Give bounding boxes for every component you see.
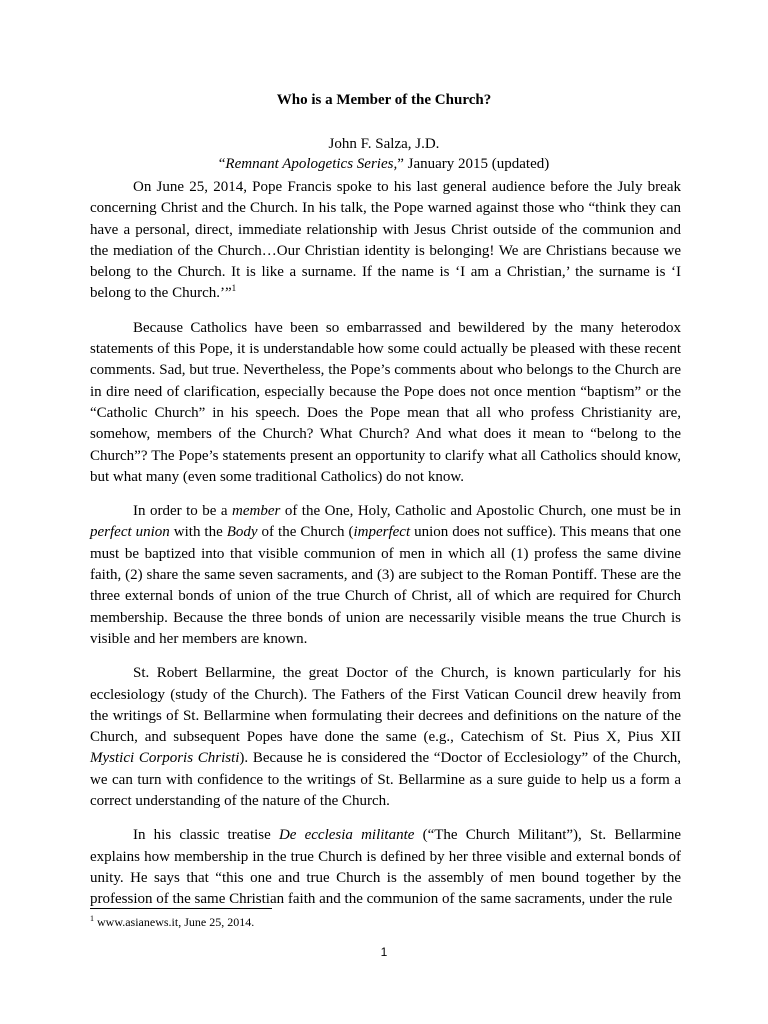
paragraph-4-text: ). Because he is considered the “Doctor of Ecclesiology” of the Church, we can turn with confidence to the writings of St. Bellarmine as a sure guide to help us a form a correct understanding of the nature of the Church. [90, 750, 681, 810]
emphasis-perfect-union: perfect union [90, 524, 170, 541]
paragraph-3-text: In order to be a [133, 503, 233, 520]
footnote-ref[interactable]: 1 [231, 283, 237, 294]
series-open-quote: “ [218, 156, 226, 172]
emphasis-imperfect: imperfect [353, 524, 411, 541]
footnote-divider [90, 908, 272, 909]
series-date: ” January 2015 (updated) [397, 156, 550, 172]
paragraph-3-text: union does not suffice). This means that one must be baptized into that visible communion of men in which all (1) profess the same divine faith, (2) share the same seven sacraments, and (3) are subject to the Roman Pontiff. These are the three external bonds of union of the true Church of Christ, all of which are required for Church membership. Because the three bonds of union are necessarily visible means the true Church is visible and her members are known. [90, 524, 681, 647]
paragraph-4-text: St. Robert Bellarmine, the great Doctor of the Church, is known particularly for his ecclesiology (study of the Church). The Fathers of the First Vatican Council drew heavily from the writings of St. Bellarmine when formulating their decrees and definitions on the nature of the Church, and subsequent Popes have done the same (e.g., Catechism of St. Pius X, Pius XII [90, 665, 681, 746]
paragraph-5-text: (“The Church Militant”), St. Bellarmine explains how membership in the true Church is defined by her three visible and external bonds of unity. He says that “this one and true Church is the assembly of men bound together by the profession of the same Christian faith and the communion of the same sacraments, under the rule [90, 827, 681, 908]
paragraph-3-text: of the One, Holy, Catholic and Apostolic Church, one must be in [280, 503, 681, 520]
emphasis-member: member [232, 503, 281, 520]
paragraph-3 [90, 501, 681, 650]
paragraph-2-text: Because Catholics have been so embarrassed and bewildered by the many heterodox statements of this Pope, it is understandable how some could actually be pleased with these recent comments. Sad, but true. Nevertheless, the Pope’s comments about who belongs to the Church are in dire need of clarification, especially because the Pope does not once mention “baptism” or the “Catholic Church” in his speech. Does the Pope mean that all who profess Christianity are, somehow, members of the Church? What Church? And what does it mean to “belong to the Church”? The Pope’s statements present an opportunity to clarify what all Catholics should know, but what many (even some traditional Catholics) do not know. [90, 319, 681, 485]
paragraph-5 [90, 825, 681, 910]
footnote-number: 1 [90, 914, 94, 923]
series-name: Remnant Apologetics Series, [225, 156, 398, 172]
paragraph-3-text: of the Church ( [257, 524, 354, 541]
paragraph-1 [90, 177, 681, 305]
paragraph-1-text: On June 25, 2014, Pope Francis spoke to his last general audience before the July break concerning Christ and the Church. In his talk, the Pope warned against those who “think they can have a personal, direct, immediate relationship with Jesus Christ outside of the communion and the mediation of the Church…Our Christian identity is belonging! We are Christians because we belong to the Church. It is like a surname. If the name is ‘I am a Christian,’ the surname is ‘I belong to the Church.’” [90, 179, 681, 302]
emphasis-mystici-corporis: Mystici Corporis Christi [90, 750, 240, 767]
footnote [90, 915, 681, 930]
series-line [0, 156, 768, 173]
emphasis-de-ecclesia: De ecclesia militante [278, 827, 415, 844]
paragraph-5-text: In his classic treatise [133, 827, 279, 844]
body-text [90, 177, 681, 911]
paragraph-2 [90, 318, 681, 488]
paragraph-3-text: with the [169, 524, 227, 541]
page-number: 1 [380, 945, 388, 959]
author-line: John F. Salza, J.D. [328, 136, 440, 152]
footnote-text: www.asianews.it, June 25, 2014. [94, 915, 255, 929]
emphasis-body: Body [226, 524, 258, 541]
document-title: Who is a Member of the Church? [276, 92, 492, 108]
paragraph-4 [90, 663, 681, 812]
